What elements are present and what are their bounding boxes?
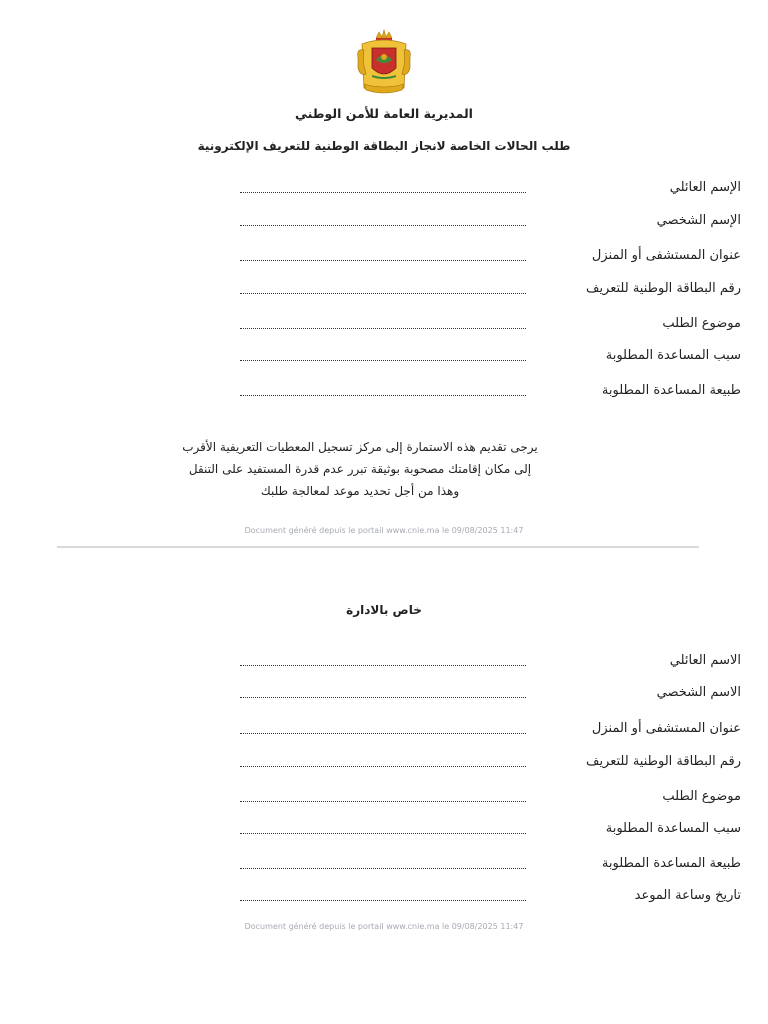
admin-row-request-subject	[0, 789, 768, 809]
admin-fill-line-first-name[interactable]	[240, 697, 526, 698]
form-row-address	[0, 248, 768, 268]
admin-fill-line-address[interactable]	[240, 733, 526, 734]
field-label-assistance-reason: سبب المساعدة المطلوبة	[605, 348, 741, 363]
admin-fill-line-assistance-reason[interactable]	[240, 833, 526, 834]
generation-footer: Document généré depuis le portail www.cnie.ma le 09/08/2025 11:47	[244, 922, 524, 931]
fill-line-request-subject[interactable]	[240, 328, 526, 329]
notice-line: إلى مكان إقامتك مصحوبة بوثيقة تبرر عدم قدرة المستفيد على التنقل	[188, 462, 532, 476]
submission-notice	[150, 436, 570, 502]
fill-line-address[interactable]	[240, 260, 526, 261]
form-title: طلب الحالات الخاصة لانجاز البطاقة الوطنية للتعريف الإلكترونية	[197, 139, 571, 153]
fill-line-id-number[interactable]	[240, 293, 526, 294]
admin-row-assistance-nature	[0, 856, 768, 876]
admin-label-assistance-nature: طبيعة المساعدة المطلوبة	[601, 856, 741, 871]
field-label-assistance-nature: طبيعة المساعدة المطلوبة	[601, 383, 741, 398]
form-row-first-name	[0, 213, 768, 233]
notice-line: وهذا من أجل تحديد موعد لمعالجة طلبك	[260, 484, 460, 498]
admin-row-assistance-reason	[0, 821, 768, 841]
fill-line-family-name[interactable]	[240, 192, 526, 193]
field-label-id-number: رقم البطاقة الوطنية للتعريف	[585, 281, 741, 296]
admin-fill-line-appointment[interactable]	[240, 900, 526, 901]
form-row-assistance-nature	[0, 383, 768, 403]
admin-label-appointment: تاريخ وساعة الموعد	[634, 888, 741, 903]
admin-row-first-name	[0, 685, 768, 705]
generation-footer: Document généré depuis le portail www.cnie.ma le 09/08/2025 11:47	[244, 526, 524, 535]
form-row-assistance-reason	[0, 348, 768, 368]
morocco-coat-of-arms-icon	[352, 28, 416, 98]
fill-line-assistance-nature[interactable]	[240, 395, 526, 396]
field-label-first-name: الإسم الشخصي	[656, 213, 741, 228]
form-row-id-number	[0, 281, 768, 301]
admin-fill-line-assistance-nature[interactable]	[240, 868, 526, 869]
admin-fill-line-id-number[interactable]	[240, 766, 526, 767]
admin-label-id-number: رقم البطاقة الوطنية للتعريف	[585, 754, 741, 769]
admin-row-id-number	[0, 754, 768, 774]
admin-fill-line-request-subject[interactable]	[240, 801, 526, 802]
section-separator	[57, 546, 699, 548]
admin-label-first-name: الاسم الشخصي	[656, 685, 741, 700]
form-row-family-name	[0, 180, 768, 200]
admin-fill-line-family-name[interactable]	[240, 665, 526, 666]
fill-line-first-name[interactable]	[240, 225, 526, 226]
fill-line-assistance-reason[interactable]	[240, 360, 526, 361]
admin-label-family-name: الاسم العائلي	[669, 653, 741, 668]
field-label-family-name: الإسم العائلي	[669, 180, 741, 195]
admin-label-assistance-reason: سبب المساعدة المطلوبة	[605, 821, 741, 836]
field-label-request-subject: موضوع الطلب	[662, 316, 741, 331]
admin-row-family-name	[0, 653, 768, 673]
form-row-request-subject	[0, 316, 768, 336]
organization-title: المديرية العامة للأمن الوطني	[295, 106, 473, 121]
admin-row-appointment	[0, 888, 768, 908]
admin-label-address: عنوان المستشفى أو المنزل	[591, 721, 741, 736]
admin-label-request-subject: موضوع الطلب	[662, 789, 741, 804]
admin-section-title: خاص بالادارة	[346, 603, 422, 617]
admin-row-address	[0, 721, 768, 741]
field-label-address: عنوان المستشفى أو المنزل	[591, 248, 741, 263]
notice-line: يرجى تقديم هذه الاستمارة إلى مركز تسجيل المعطيات التعريفية الأقرب	[182, 440, 538, 454]
